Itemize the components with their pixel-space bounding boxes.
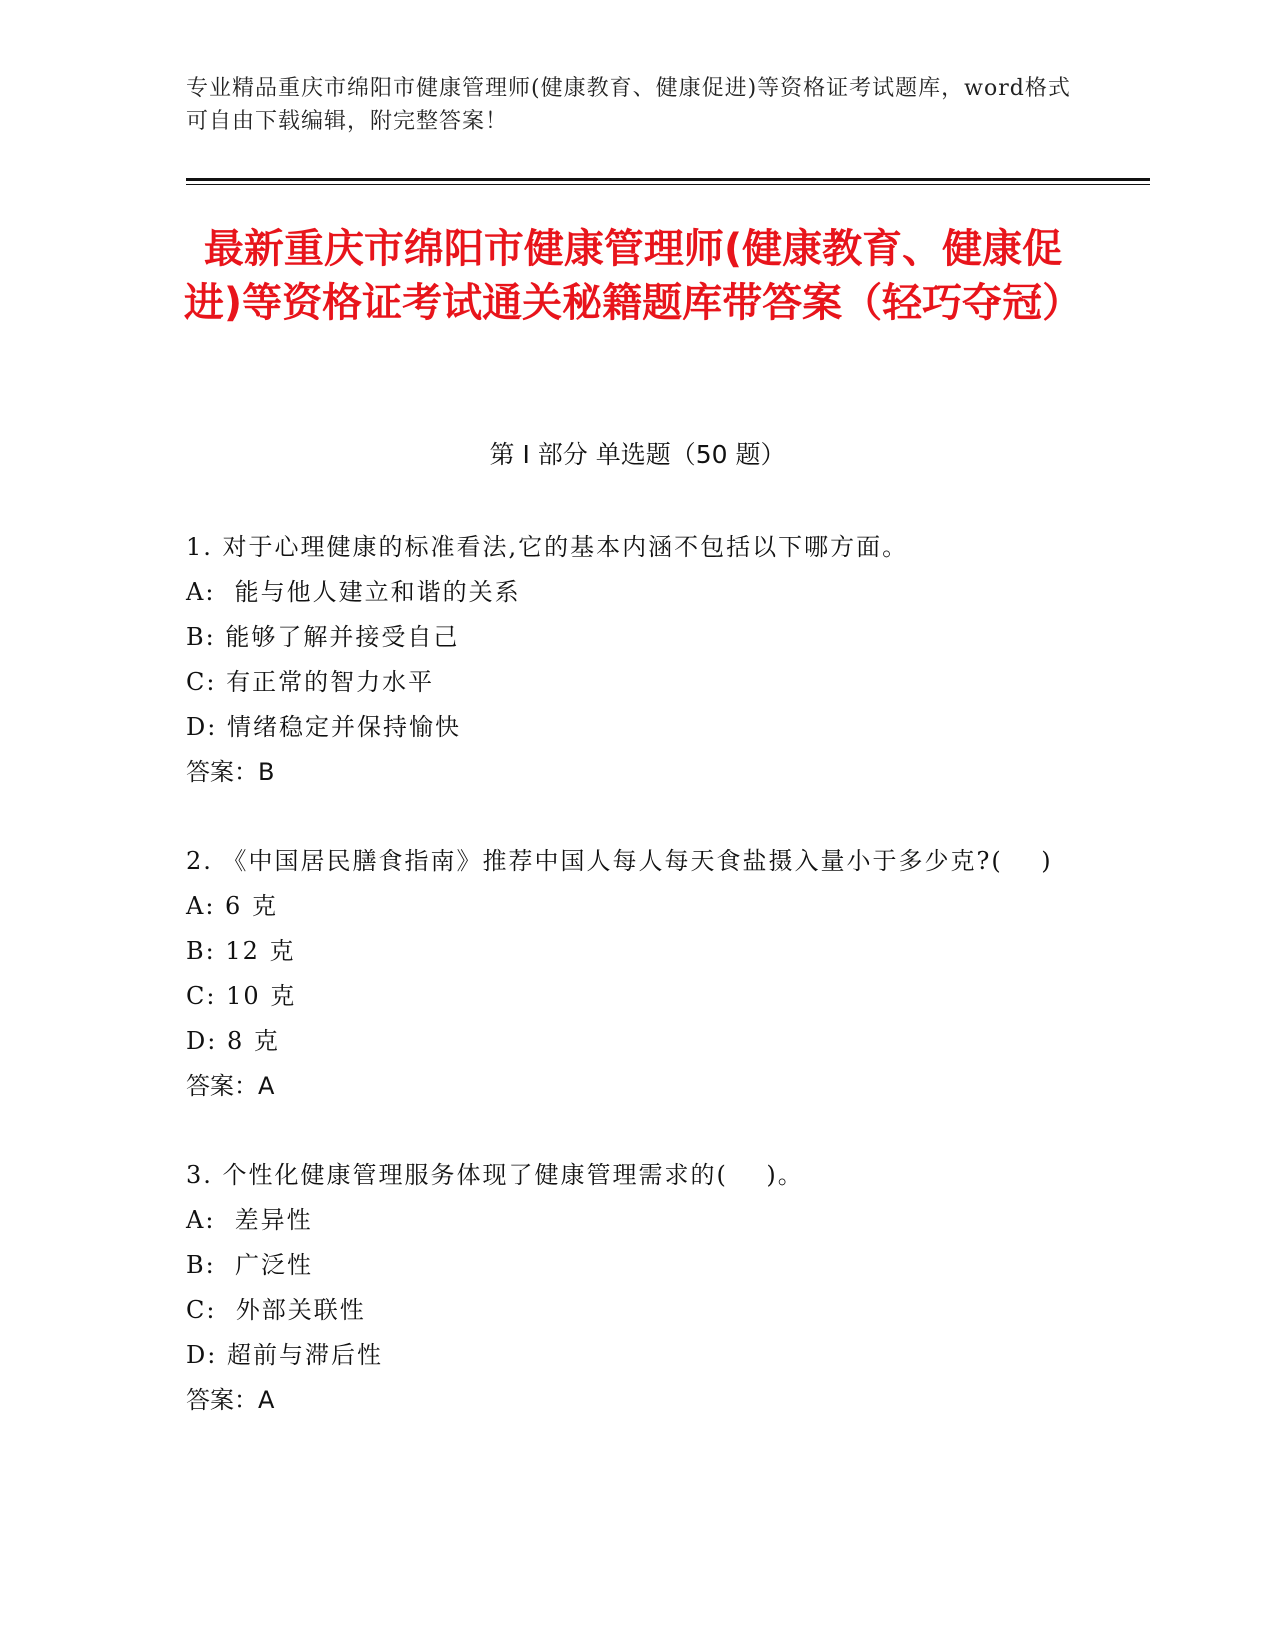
answer-line: 答案：A — [186, 1072, 275, 1100]
option-c: C: 有正常的智力水平 — [186, 668, 435, 696]
option-c: C: 10 克 — [186, 982, 297, 1010]
option-d: D: 超前与滞后性 — [186, 1341, 383, 1369]
question-2 — [186, 839, 1086, 1109]
section-heading: 第 I 部分 单选题（50 题） — [489, 440, 786, 469]
question-stem: 1. 对于心理健康的标准看法,它的基本内涵不包括以下哪方面。 — [186, 533, 909, 561]
header-rule-thin — [186, 184, 1150, 185]
document-title: 最新重庆市绵阳市健康管理师(健康教育、健康促进)等资格证考试通关秘籍题库带答案（轻巧夺冠） — [183, 226, 1083, 326]
option-a: A: 6 克 — [186, 892, 278, 920]
option-a: A: 差异性 — [186, 1206, 313, 1234]
option-b: B: 12 克 — [186, 937, 296, 965]
question-stem: 3. 个性化健康管理服务体现了健康管理需求的( )。 — [186, 1161, 804, 1189]
answer-line: 答案：A — [186, 1386, 275, 1414]
option-b: B: 能够了解并接受自己 — [186, 623, 460, 651]
option-d: D: 情绪稳定并保持愉快 — [186, 713, 461, 741]
question-list — [186, 525, 1086, 1467]
question-3 — [186, 1153, 1086, 1423]
option-a: A: 能与他人建立和谐的关系 — [186, 578, 521, 606]
question-1 — [186, 525, 1086, 795]
option-d: D: 8 克 — [186, 1027, 280, 1055]
answer-line: 答案：B — [186, 758, 275, 786]
header-note: 专业精品重庆市绵阳市健康管理师(健康教育、健康促进)等资格证考试题库，word格式可自由下载编辑，附完整答案！ — [186, 76, 1071, 134]
question-stem: 2. 《中国居民膳食指南》推荐中国人每人每天食盐摄入量小于多少克?( ) — [186, 847, 1053, 875]
option-c: C: 外部关联性 — [186, 1296, 366, 1324]
header-rule-thick — [186, 178, 1150, 181]
option-b: B: 广泛性 — [186, 1251, 313, 1279]
